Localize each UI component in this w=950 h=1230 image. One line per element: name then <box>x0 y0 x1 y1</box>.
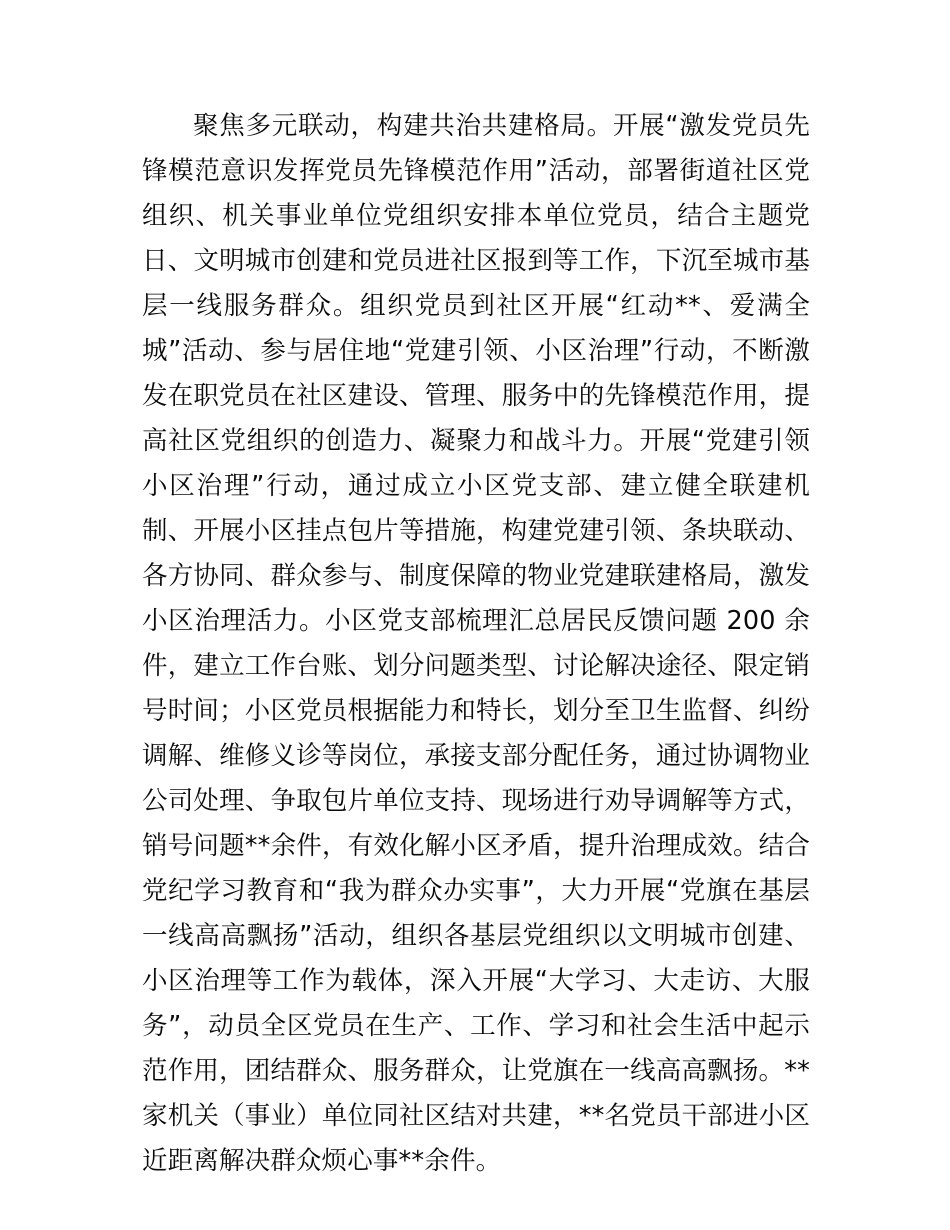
document-text-body <box>142 104 810 1184</box>
body-paragraph: 聚焦多元联动，构建共治共建格局。开展“激发党员先锋模范意识发挥党员先锋模范作用”活动，部署街道社区党组织、机关事业单位党组织安排本单位党员，结合主题党日、文明城市创建和党员进社区报到等工作，下沉至城市基层一线服务群众。组织党员到社区开展“红动**、爱满全城”活动、参与居住地“党建引领、小区治理”行动，不断激发在职党员在社区建设、管理、服务中的先锋模范作用，提高社区党组织的创造力、凝聚力和战斗力。开展“党建引领小区治理”行动，通过成立小区党支部、建立健全联建机制、开展小区挂点包片等措施，构建党建引领、条块联动、各方协同、群众参与、制度保障的物业党建联建格局，激发小区治理活力。小区党支部梳理汇总居民反馈问题 200 余件，建立工作台账、划分问题类型、讨论解决途径、限定销号时间；小区党员根据能力和特长，划分至卫生监督、纠纷调解、维修义诊等岗位，承接支部分配任务，通过协调物业公司处理、争取包片单位支持、现场进行劝导调解等方式，销号问题**余件，有效化解小区矛盾，提升治理成效。结合党纪学习教育和“我为群众办实事”，大力开展“党旗在基层一线高高飘扬”活动，组织各基层党组织以文明城市创建、小区治理等工作为载体，深入开展“大学习、大走访、大服务”，动员全区党员在生产、工作、学习和社会生活中起示范作用，团结群众、服务群众，让党旗在一线高高飘扬。**家机关（事业）单位同社区结对共建，**名党员干部进小区近距离解决群众烦心事**余件。 <box>142 111 810 1176</box>
